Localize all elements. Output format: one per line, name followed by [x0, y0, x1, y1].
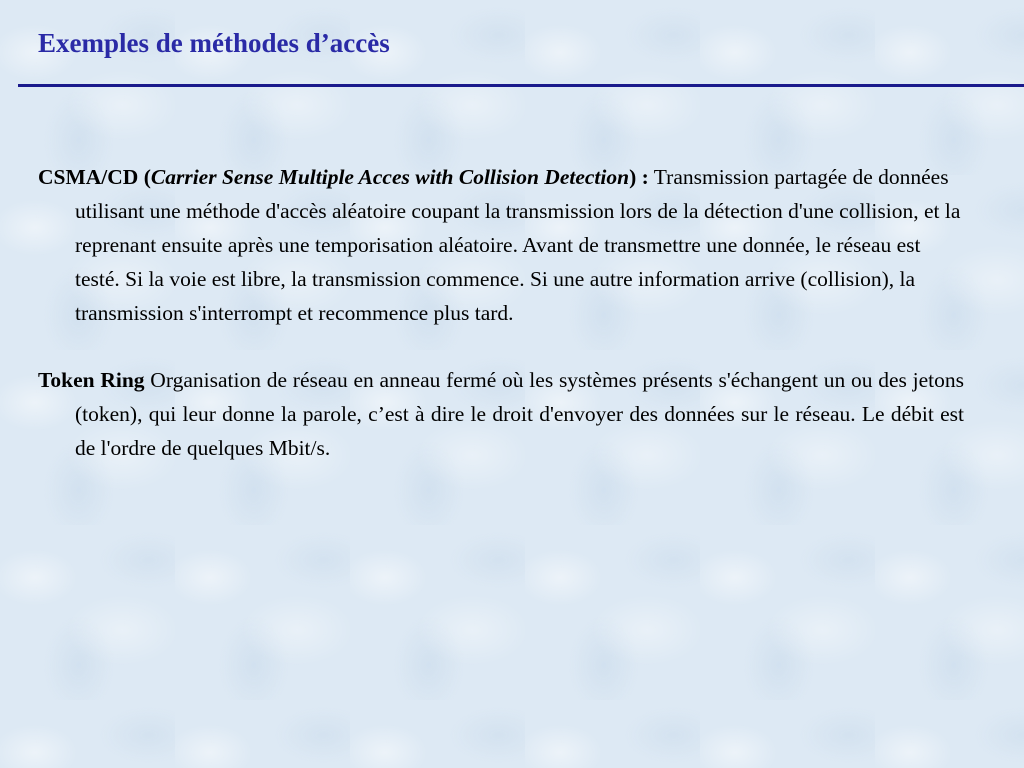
token-ring-paragraph [38, 363, 964, 465]
csma-cd-term-close: ) : [629, 165, 649, 189]
csma-cd-expansion: Carrier Sense Multiple Acces with Collision Detection [150, 165, 630, 189]
title-divider [18, 84, 1024, 87]
slide-content [38, 160, 964, 465]
slide-title: Exemples de méthodes d’accès [38, 28, 390, 58]
csma-cd-term: CSMA/CD ( [38, 165, 151, 189]
csma-cd-paragraph [38, 160, 964, 330]
token-ring-definition: Organisation de réseau en anneau fermé où les systèmes présents s'échangent un ou des jetons (token), qui leur donne la parole, c’est à dire le droit d'envoyer des données sur le réseau. Le débit est de l'ordre de quelques Mbit/s. [75, 368, 964, 460]
csma-cd-definition: Transmission partagée de données utilisant une méthode d'accès aléatoire coupant la transmission lors de la détection d'une collision, et la reprenant ensuite après une temporisation aléatoire. Avant de transmettre une donnée, le réseau est testé. Si la voie est libre, la transmission commence. Si une autre information arrive (collision), la transmission s'interrompt et recommence plus tard. [75, 165, 961, 325]
token-ring-term: Token Ring [38, 368, 145, 392]
